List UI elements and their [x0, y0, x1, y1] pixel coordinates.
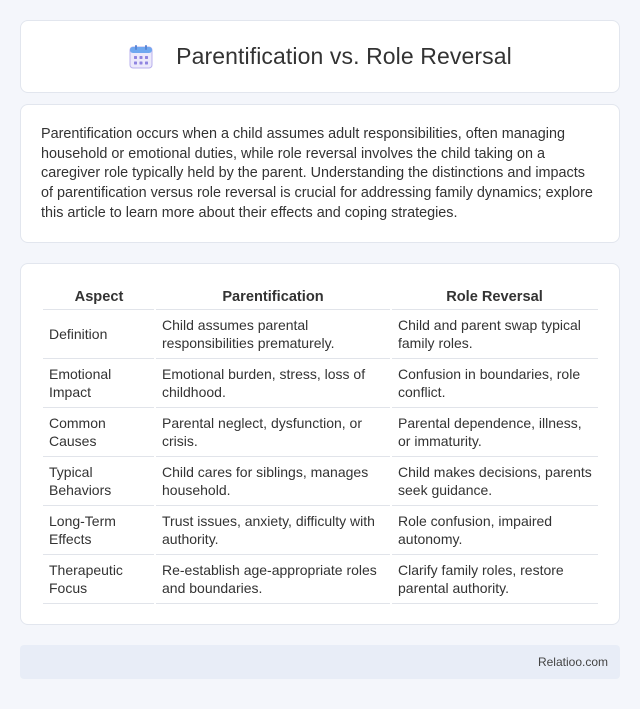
header-aspect: Aspect	[74, 289, 124, 306]
table-row	[43, 358, 598, 407]
row-parentification: Parental neglect, dysfunction, or crisis.	[155, 407, 391, 456]
intro-text: Parentification occurs when a child assumes adult responsibilities, often managing household or emotional duties, while role reversal involves the child taking on a caregiver role typically held by the parent. Understanding the distinctions and impacts of parentification versus role reversal is crucial for addressing family dynamics; explore this article to learn more about their effects and coping strategies.	[41, 126, 593, 221]
row-parentification: Re-establish age-appropriate roles and boundaries.	[155, 554, 391, 603]
row-role-reversal: Parental dependence, illness, or immaturity.	[398, 414, 582, 449]
row-aspect: Typical Behaviors	[49, 463, 112, 498]
row-role-reversal: Child and parent swap typical family roles.	[398, 316, 581, 351]
table-row	[43, 505, 598, 554]
row-parentification: Trust issues, anxiety, difficulty with authority.	[155, 505, 391, 554]
comparison-card	[20, 263, 620, 625]
footer-brand-link[interactable]: Relatioo.com	[537, 655, 608, 669]
row-parentification: Child cares for siblings, manages household.	[155, 456, 391, 505]
comparison-table	[43, 286, 598, 604]
table-row	[43, 407, 598, 456]
row-role-reversal: Clarify family roles, restore parental authority.	[398, 561, 564, 596]
footer	[20, 645, 620, 679]
table-header-row	[43, 286, 598, 309]
intro-card	[20, 104, 620, 243]
row-parentification: Child assumes parental responsibilities prematurely.	[155, 309, 391, 358]
calendar-icon	[128, 44, 154, 70]
table-row	[43, 456, 598, 505]
title-card	[20, 20, 620, 93]
row-role-reversal: Confusion in boundaries, role conflict.	[398, 365, 581, 400]
header-parentification: Parentification	[222, 289, 324, 306]
header-role-reversal: Role Reversal	[446, 289, 543, 306]
page-title: Parentification vs. Role Reversal	[176, 43, 512, 69]
table-row	[43, 554, 598, 603]
row-aspect: Emotional Impact	[49, 365, 112, 400]
row-parentification: Emotional burden, stress, loss of childhood.	[155, 358, 391, 407]
row-aspect: Therapeutic Focus	[49, 561, 123, 596]
row-role-reversal: Child makes decisions, parents seek guidance.	[398, 463, 592, 498]
table-row	[43, 309, 598, 358]
row-aspect: Common Causes	[49, 414, 106, 449]
row-role-reversal: Role confusion, impaired autonomy.	[398, 512, 553, 547]
row-aspect: Long-Term Effects	[49, 512, 116, 547]
row-aspect: Definition	[49, 325, 108, 342]
